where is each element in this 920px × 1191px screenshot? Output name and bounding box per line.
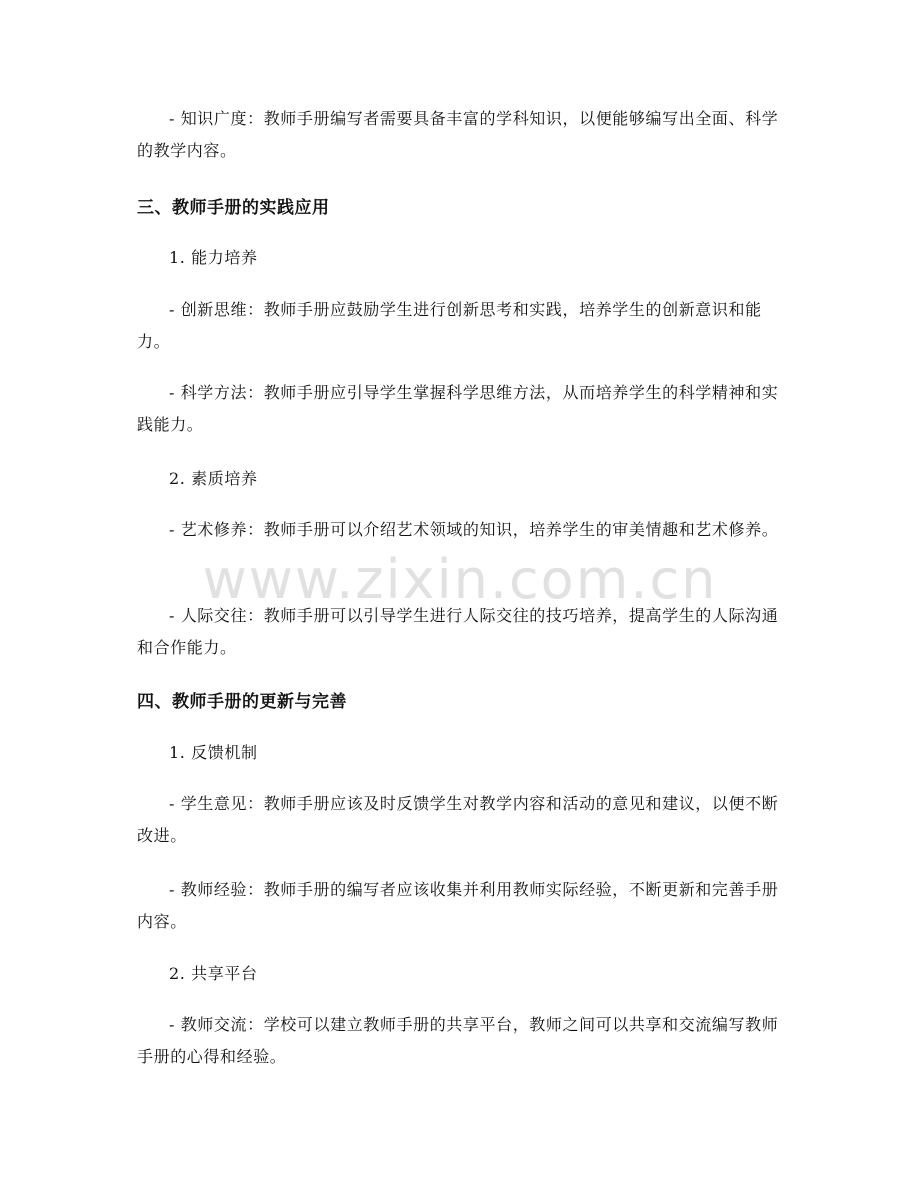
subheading-ability: 1. 能力培养 (169, 248, 258, 267)
watermark: www.zixin.com.cn (202, 548, 718, 611)
paragraph-interpersonal: - 人际交往：教师手册可以引导学生进行人际交往的技巧培养，提高学生的人际沟通和合作能力。 (137, 606, 779, 657)
subheading-quality: 2. 素质培养 (169, 469, 258, 488)
paragraph-teacher-experience: - 教师经验：教师手册的编写者应该收集并利用教师实际经验，不断更新和完善手册内容。 (137, 880, 779, 931)
paragraph-innovative-thinking: - 创新思维：教师手册应鼓励学生进行创新思考和实践，培养学生的创新意识和能力。 (137, 300, 762, 351)
paragraph-knowledge-breadth: - 知识广度：教师手册编写者需要具备丰富的学科知识，以便能够编写出全面、科学的教学内容。 (137, 109, 779, 160)
paragraph-scientific-method: - 科学方法：教师手册应引导学生掌握科学思维方法，从而培养学生的科学精神和实践能力。 (137, 383, 779, 434)
subheading-sharing: 2. 共享平台 (169, 964, 258, 983)
paragraph-student-opinion: - 学生意见：教师手册应该及时反馈学生对教学内容和活动的意见和建议，以便不断改进。 (137, 794, 779, 845)
section-heading-practice: 三、教师手册的实践应用 (137, 198, 330, 218)
paragraph-teacher-exchange: - 教师交流：学校可以建立教师手册的共享平台，教师之间可以共享和交流编写教师手册的心得和经验。 (137, 1015, 779, 1066)
section-heading-update: 四、教师手册的更新与完善 (137, 692, 347, 712)
paragraph-art-cultivation: - 艺术修养：教师手册可以介绍艺术领域的知识，培养学生的审美情趣和艺术修养。 (169, 520, 779, 539)
subheading-feedback: 1. 反馈机制 (169, 743, 258, 762)
